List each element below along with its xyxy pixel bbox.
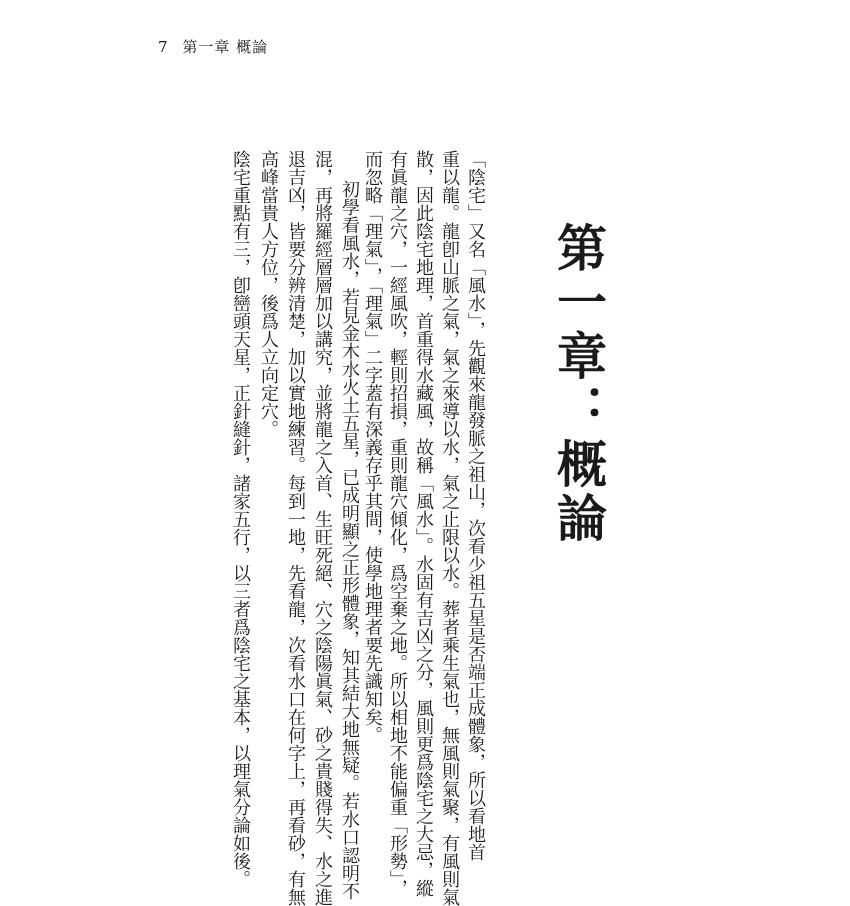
running-title: 第一章 概論 — [182, 38, 269, 56]
text-column-6: 初學看風水，若見金木水火土五星，已成明顯之正形體象，知其結大地無疑。若水口認明不 — [339, 180, 360, 900]
text-column-8: 退吉凶，皆要分辨清楚，加以實地練習。每到一地，先看龍，次看水口在何字上，再看砂，有無 — [285, 150, 306, 906]
page-number: 7 — [158, 38, 169, 56]
text-column-3: 散，因此陰宅地理，首重得水藏風，故稱「風水」。水固有吉凶之分，風則更爲陰宅之大忌，縱 — [413, 150, 434, 897]
running-header — [158, 36, 268, 57]
text-column-9: 高峰當貴人方位，後爲人立向定穴。 — [258, 150, 279, 438]
chapter-title: 第一章：概論 — [549, 222, 608, 546]
text-column-5: 而忽略「理氣」，「理氣」二字蓋有深義存乎其間，使學地理者要先識知矣。 — [362, 150, 383, 744]
text-column-1: 「陰宅」又名「風水」，先觀來龍發脈之祖山，次看少祖五星是否端正成體象，所以看地首 — [465, 150, 486, 861]
text-column-2: 重以龍。龍卽山脈之氣，氣之來導以水，氣之止限以水。葬者乘生氣也，無風則氣聚，有風則氣 — [439, 150, 460, 906]
text-column-7: 混，再將羅經層層加以講究，並將龍之入首、生旺死絕、穴之陰陽眞氣、砂之貴賤得失、水之進 — [312, 150, 333, 906]
text-column-10: 陰宅重點有三，卽巒頭天星，正針縫針，諸家五行，以三者爲陰宅之基本，以理氣分論如後。 — [230, 150, 251, 888]
text-column-4: 有眞龍之穴，一經風吹，輕則招損，重則龍穴傾化，爲空棄之地。所以相地不能偏重「形勢」， — [387, 150, 408, 897]
